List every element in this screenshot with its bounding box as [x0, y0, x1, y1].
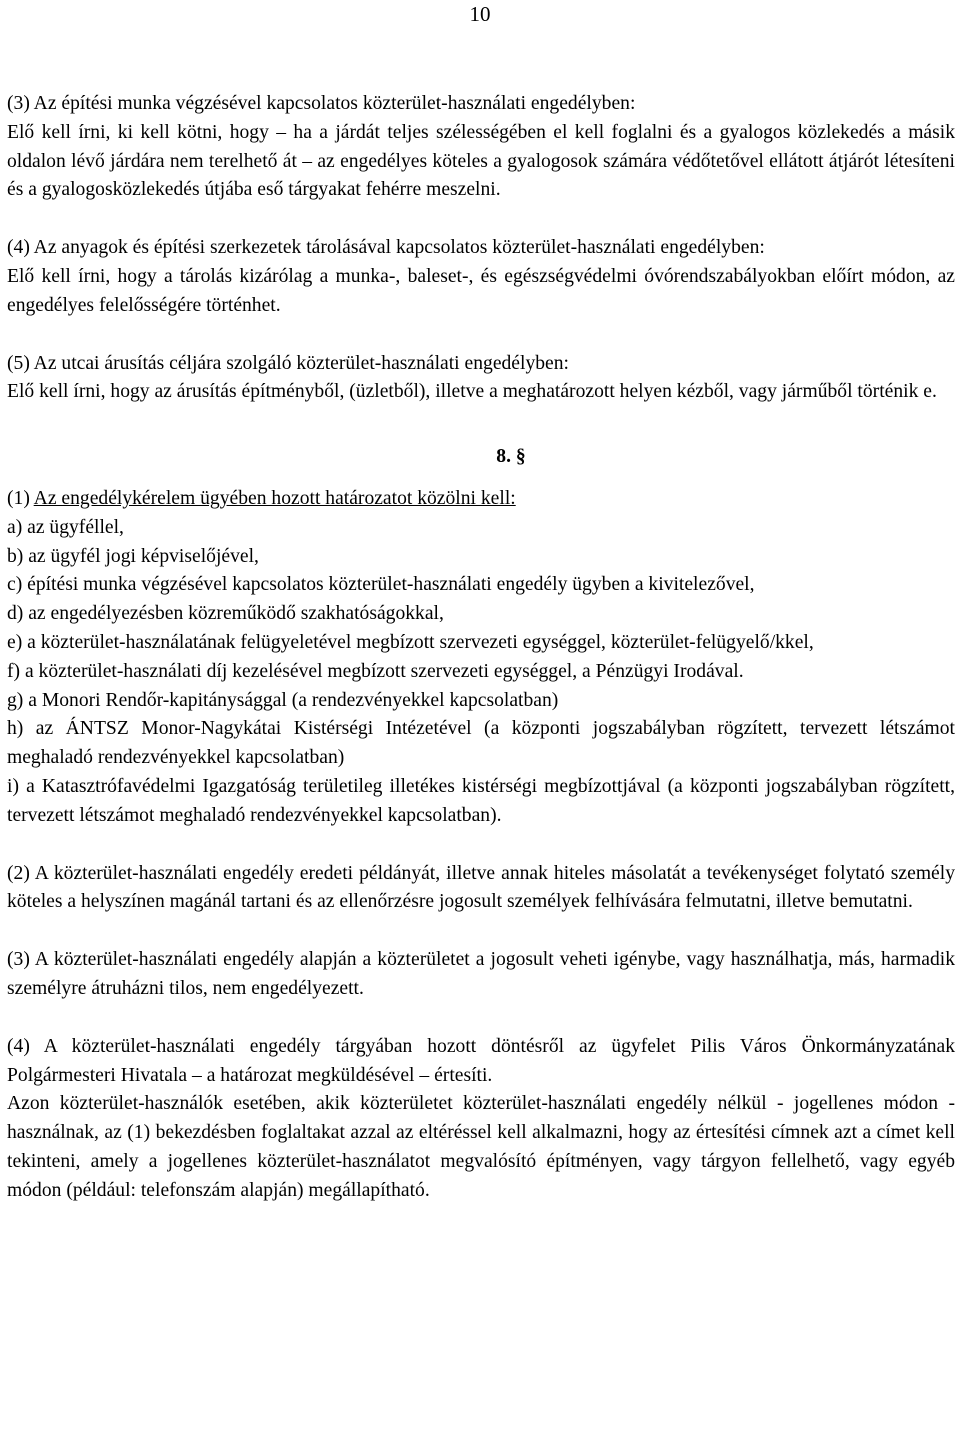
spacer	[7, 205, 955, 234]
list-item-a: a) az ügyféllel,	[7, 516, 124, 538]
list-item-b: b) az ügyfél jogi képviselőjével,	[7, 545, 259, 567]
paragraph-4-heading: (4) Az anyagok és építési szerkezetek tárolásával kapcsolatos közterület-használati engedélyben:	[7, 237, 765, 259]
closing-paragraph-4-continued: Azon közterület-használók esetében, akik közterületet közterület-használati engedély nélkül - jogellenes módon - használnak, az (1) bekezdésben foglaltakat azzal az eltéréssel kell alkalmazni, hogy az értesítési címnek azt a címet kell tekinteni, amely a jogellenes közterület-használatot megvalósító építményen, vagy tárgyon fellelhető, vagy egyéb módon (például: telefonszám alapján) megállapítható.	[7, 1093, 955, 1201]
paragraph-5-body: Elő kell írni, hogy az árusítás építményből, (üzletből), illetve a meghatározott helyen kézből, vagy járműből történik e.	[7, 381, 937, 403]
spacer	[7, 1004, 955, 1033]
spacer	[7, 831, 955, 860]
list-intro	[7, 485, 955, 514]
closing-paragraph-4: (4) A közterület-használati engedély tárgyában hozott döntésről az ügyfelet Pilis Város Önkormányzatának Polgármesteri Hivatala – a határozat megküldésével – értesíti.	[7, 1035, 955, 1086]
list-item-g: g) a Monori Rendőr-kapitánysággal (a rendezvényekkel kapcsolatban)	[7, 689, 559, 711]
document-body	[7, 90, 955, 1206]
list-item-d: d) az engedélyezésben közreműködő szakhatóságokkal,	[7, 603, 444, 625]
paragraph-3-body: Elő kell írni, ki kell kötni, hogy – ha a járdát teljes szélességében el kell foglalni és a gyalogos közlekedés a másik oldalon lévő járdára nem terelhető át – az engedélyes köteles a gyalogosok számára védőtetővel ellátott átjárót létesíteni és a gyalogosközlekedés útjába eső tárgyakat fehérre meszelni.	[7, 121, 955, 201]
closing-paragraph-3: (3) A közterület-használati engedély alapján a közterületet a jogosult veheti igénybe, vagy használhatja, más, harmadik személyre átruházni tilos, nem engedélyezett.	[7, 949, 955, 999]
spacer	[7, 321, 955, 350]
page-number: 10	[469, 2, 491, 26]
paragraph-4-body: Elő kell írni, hogy a tárolás kizárólag a munka-, baleset-, és egészségvédelmi óvórendszabályokban előírt módon, az engedélyes felelősségére történhet.	[7, 265, 955, 316]
spacer	[7, 917, 955, 946]
paragraph-5-heading: (5) Az utcai árusítás céljára szolgáló közterület-használati engedélyben:	[7, 352, 569, 374]
list-item-c: c) építési munka végzésével kapcsolatos közterület-használati engedély ügyben a kivitelezővel,	[7, 574, 755, 596]
section-heading: 8. §	[496, 446, 526, 468]
list-intro-underlined: Az engedélykérelem ügyében hozott határozatot közölni kell:	[33, 487, 516, 509]
list-item-i: i) a Katasztrófavédelmi Igazgatóság területileg illetékes kistérségi megbízottjával (a központi jogszabályban rögzített, tervezett létszámot meghaladó rendezvényekkel kapcsolatban).	[7, 775, 955, 826]
closing-paragraph-2: (2) A közterület-használati engedély eredeti példányát, illetve annak hiteles másolatát a tevékenységet folytató személy köteles a helyszínen magánál tartani és az ellenőrzésre jogosult személyek felhívására felmutatni, illetve bemutatni.	[7, 862, 955, 913]
list-item-h: h) az ÁNTSZ Monor-Nagykátai Kistérségi Intézetével (a központi jogszabályban rögzített, tervezett létszámot meghaladó rendezvényekkel kapcsolatban)	[7, 718, 955, 769]
list-intro-prefix: (1)	[7, 487, 34, 509]
list-item-e: e) a közterület-használatának felügyeletével megbízott szervezeti egységgel, közterület-felügyelő/kkel,	[7, 631, 814, 653]
list-item-f: f) a közterület-használati díj kezelésével megbízott szervezeti egységgel, a Pénzügyi Irodával.	[7, 660, 744, 682]
paragraph-3-heading: (3) Az építési munka végzésével kapcsolatos közterület-használati engedélyben:	[7, 93, 636, 114]
